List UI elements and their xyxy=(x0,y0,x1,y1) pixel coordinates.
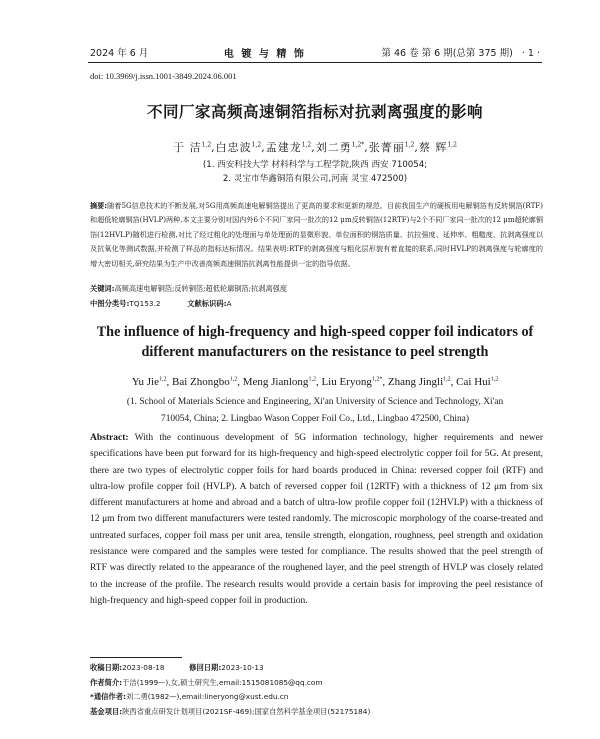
english-author-name: Bai Zhongbo xyxy=(171,376,230,388)
classification-line xyxy=(90,299,232,309)
english-affiliation-line-2: 710054, China; 2. Lingbao Wason Copper Foil Co., Ltd., Lingbao 472500, China) xyxy=(161,414,469,424)
header-right xyxy=(381,45,540,59)
chinese-author xyxy=(419,141,457,154)
english-author-affiliation-mark: 1,2 xyxy=(158,376,167,383)
chinese-author-name: 于 洁 xyxy=(173,141,202,154)
english-author-name: Zhang Jingli xyxy=(387,376,444,388)
footnote-author-bio xyxy=(90,676,543,691)
english-abstract-label: Abstract: xyxy=(90,433,129,443)
chinese-author-affiliation-mark: 1,2 xyxy=(301,141,312,149)
english-author: Yu Jie$^{1,2}$, xyxy=(131,376,172,388)
english-affiliations xyxy=(90,394,540,428)
received-label: 收稿日期: xyxy=(90,663,123,672)
funding-label: 基金项目: xyxy=(90,707,123,717)
revised-label: 修回日期: xyxy=(189,663,222,672)
received-date: 2023-08-18 xyxy=(122,663,165,672)
english-authors xyxy=(60,376,570,388)
english-author-affiliation-mark: 1,2* xyxy=(371,376,383,383)
clc-value: TQ153.2 xyxy=(129,299,161,308)
chinese-author-name: 孟建龙 xyxy=(265,141,302,154)
english-abstract xyxy=(90,430,543,609)
english-author-affiliation-mark: 1,2 xyxy=(490,376,499,383)
chinese-abstract xyxy=(90,199,543,271)
author-bio-text: 于洁(1999—),女,硕士研究生,email:1515081085@qq.com xyxy=(122,677,323,687)
chinese-abstract-text: 随着5G信息技术的不断发展,对5G用高频高速电解铜箔提出了更高的要求和更新的规范。目前我国生产的硬板用电解铜箔有反转铜箔(RTF)和超低轮廓铜箔(HVLP)两种,本文主要分别对国内外6个不同厂家同一批次的12 μm反转铜箔(12RTF)与2个不同厂家同一批次的12 μm超轮廓铜箔(12HVLP)随机进行检测,对比了经过粗化的处理面与单处理面的显微形貌、单位面积的铜箔质量、抗拉强度、延伸率、粗糙度、抗剥离强度以及抗氧化等测试数据,并检测了样品的指标达标情况。结果表明:RTF的剥离强度与粗化层形貌有着直接的联系,同时HVLP的剥离强度与轮廓度的增大密切相关,研究结果为生产中改善高频高速铜箔抗剥离性能提供一定的指导依据。 xyxy=(90,201,544,268)
english-author-name: Yu Jie xyxy=(131,376,159,388)
english-author-affiliation-mark: 1,2 xyxy=(443,376,451,383)
chinese-authors xyxy=(60,139,570,155)
chinese-author-affiliation-mark: 1,2* xyxy=(351,141,365,149)
running-header xyxy=(90,44,540,60)
chinese-abstract-label: 摘要: xyxy=(90,201,108,210)
footnote-dates xyxy=(90,661,543,676)
chinese-affiliation-1: (1. 西安科技大学 材料科学与工程学院,陕西 西安 710054; xyxy=(202,160,428,170)
english-title-line-2: different manufacturers on the resistance to peel strength xyxy=(141,344,489,360)
chinese-author: 于 洁$^{1,2}$, xyxy=(173,141,216,154)
header-date: 2024 年 6 月 xyxy=(90,48,149,59)
clc-label: 中图分类号: xyxy=(90,299,130,308)
corresponding-label: *通信作者: xyxy=(90,692,126,702)
english-author-name: Cai Hui xyxy=(456,376,491,388)
doc-code-label: 文献标识码: xyxy=(187,299,227,308)
english-author xyxy=(456,376,498,388)
chinese-author: 刘二勇$^{1,2*}$, xyxy=(315,141,369,154)
english-title-line-1: The influence of high-frequency and high-speed copper foil indicators of xyxy=(96,324,534,340)
chinese-author-affiliation-mark: 1,2 xyxy=(201,141,212,149)
chinese-author-name: 白忠波 xyxy=(215,141,252,154)
header-rule xyxy=(88,62,542,63)
english-author-affiliation-mark: 1,2 xyxy=(229,376,238,383)
english-author: Meng Jianlong$^{1,2}$, xyxy=(242,376,322,388)
footnote-rule xyxy=(90,657,182,658)
author-bio-label: 作者简介: xyxy=(90,677,123,687)
chinese-author: 白忠波$^{1,2}$, xyxy=(215,141,266,154)
header-page-number: · 1 · xyxy=(521,48,540,59)
chinese-author-name: 蔡 辉 xyxy=(418,141,448,154)
footnotes xyxy=(90,661,543,720)
english-author: Zhang Jingli$^{1,2}$, xyxy=(387,376,457,388)
english-abstract-text: With the continuous development of 5G information technology, higher requirements and newer specifications have been put forward for its high-frequency and high-speed electrolytic copper foil for 5G. At present, there are two types of electrolytic copper foils for hard boards produced in China: reversed copper foil (RTF) and ultra-low profile copper foil (HVLP). A batch of reversed copper foil (12RTF) with a thickness of 12 μm from six different manufacturers at home and abroad and a batch of ultra-low profile copper foil (12HVLP) with a thickness of 12 μm from two different manufacturers were tested randomly. The microscopic morphology of the coarse-treated and untreated surfaces, copper foil mass per unit area, tensile strength, elongation, roughness, peel strength and oxidation resistance were compared and the samples were tested for compliance. The results showed that the peel strength of RTF was directly related to the appearance of the roughened layer, and the peel strength of HVLP was closely related to the increase of the profile. The research results would provide a certain basis for improving the peel resistance of high-frequency and high-speed copper foil in production. xyxy=(90,433,543,606)
chinese-author-affiliation-mark: 1,2 xyxy=(447,141,457,149)
footnote-corresponding-author xyxy=(90,690,543,705)
chinese-author-name: 张菁丽 xyxy=(368,141,405,154)
header-journal: 电 镀 与 精 饰 xyxy=(223,48,306,60)
revised-date: 2023-10-13 xyxy=(221,663,264,672)
chinese-author: 孟建龙$^{1,2}$, xyxy=(265,141,316,154)
header-volume: 第 46 卷 第 6 期(总第 375 期) xyxy=(381,48,513,59)
chinese-keywords xyxy=(90,284,543,294)
doi[interactable]: doi: 10.3969/j.issn.1001-3849.2024.06.001 xyxy=(90,71,237,81)
keywords-text: 高频高速电解铜箔;反转铜箔;超低轮廓铜箔;抗剥离强度 xyxy=(114,284,288,293)
footnote-funding xyxy=(90,705,543,720)
english-author-name: Liu Eryong xyxy=(321,376,372,388)
english-author: Liu Eryong$^{1,2*}$, xyxy=(321,376,388,388)
english-affiliation-line-1: (1. School of Materials Science and Engineering, Xi'an University of Science and Technology, Xi'an xyxy=(126,397,504,407)
english-author-name: Meng Jianlong xyxy=(242,376,309,388)
chinese-affiliation-2: 2. 灵宝市华鑫铜箔有限公司,河南 灵宝 472500) xyxy=(222,174,408,184)
keywords-label: 关键词: xyxy=(90,284,115,293)
chinese-author: 张菁丽$^{1,2}$, xyxy=(368,141,419,154)
english-title xyxy=(60,322,570,362)
chinese-author-name: 刘二勇 xyxy=(315,141,352,154)
doc-code-value: A xyxy=(226,299,232,308)
chinese-author-affiliation-mark: 1,2 xyxy=(404,141,415,149)
chinese-author-affiliation-mark: 1,2 xyxy=(251,141,262,149)
english-author-affiliation-mark: 1,2 xyxy=(308,376,316,383)
funding-text: 陕西省重点研发计划项目(2021SF-469);国家自然科学基金项目(52175184) xyxy=(122,707,371,717)
corresponding-text: 刘二勇(1982—),email:lineryong@xust.edu.cn xyxy=(125,692,289,702)
english-author: Bai Zhongbo$^{1,2}$, xyxy=(171,376,243,388)
chinese-title: 不同厂家高频高速铜箔指标对抗剥离强度的影响 xyxy=(146,103,483,121)
